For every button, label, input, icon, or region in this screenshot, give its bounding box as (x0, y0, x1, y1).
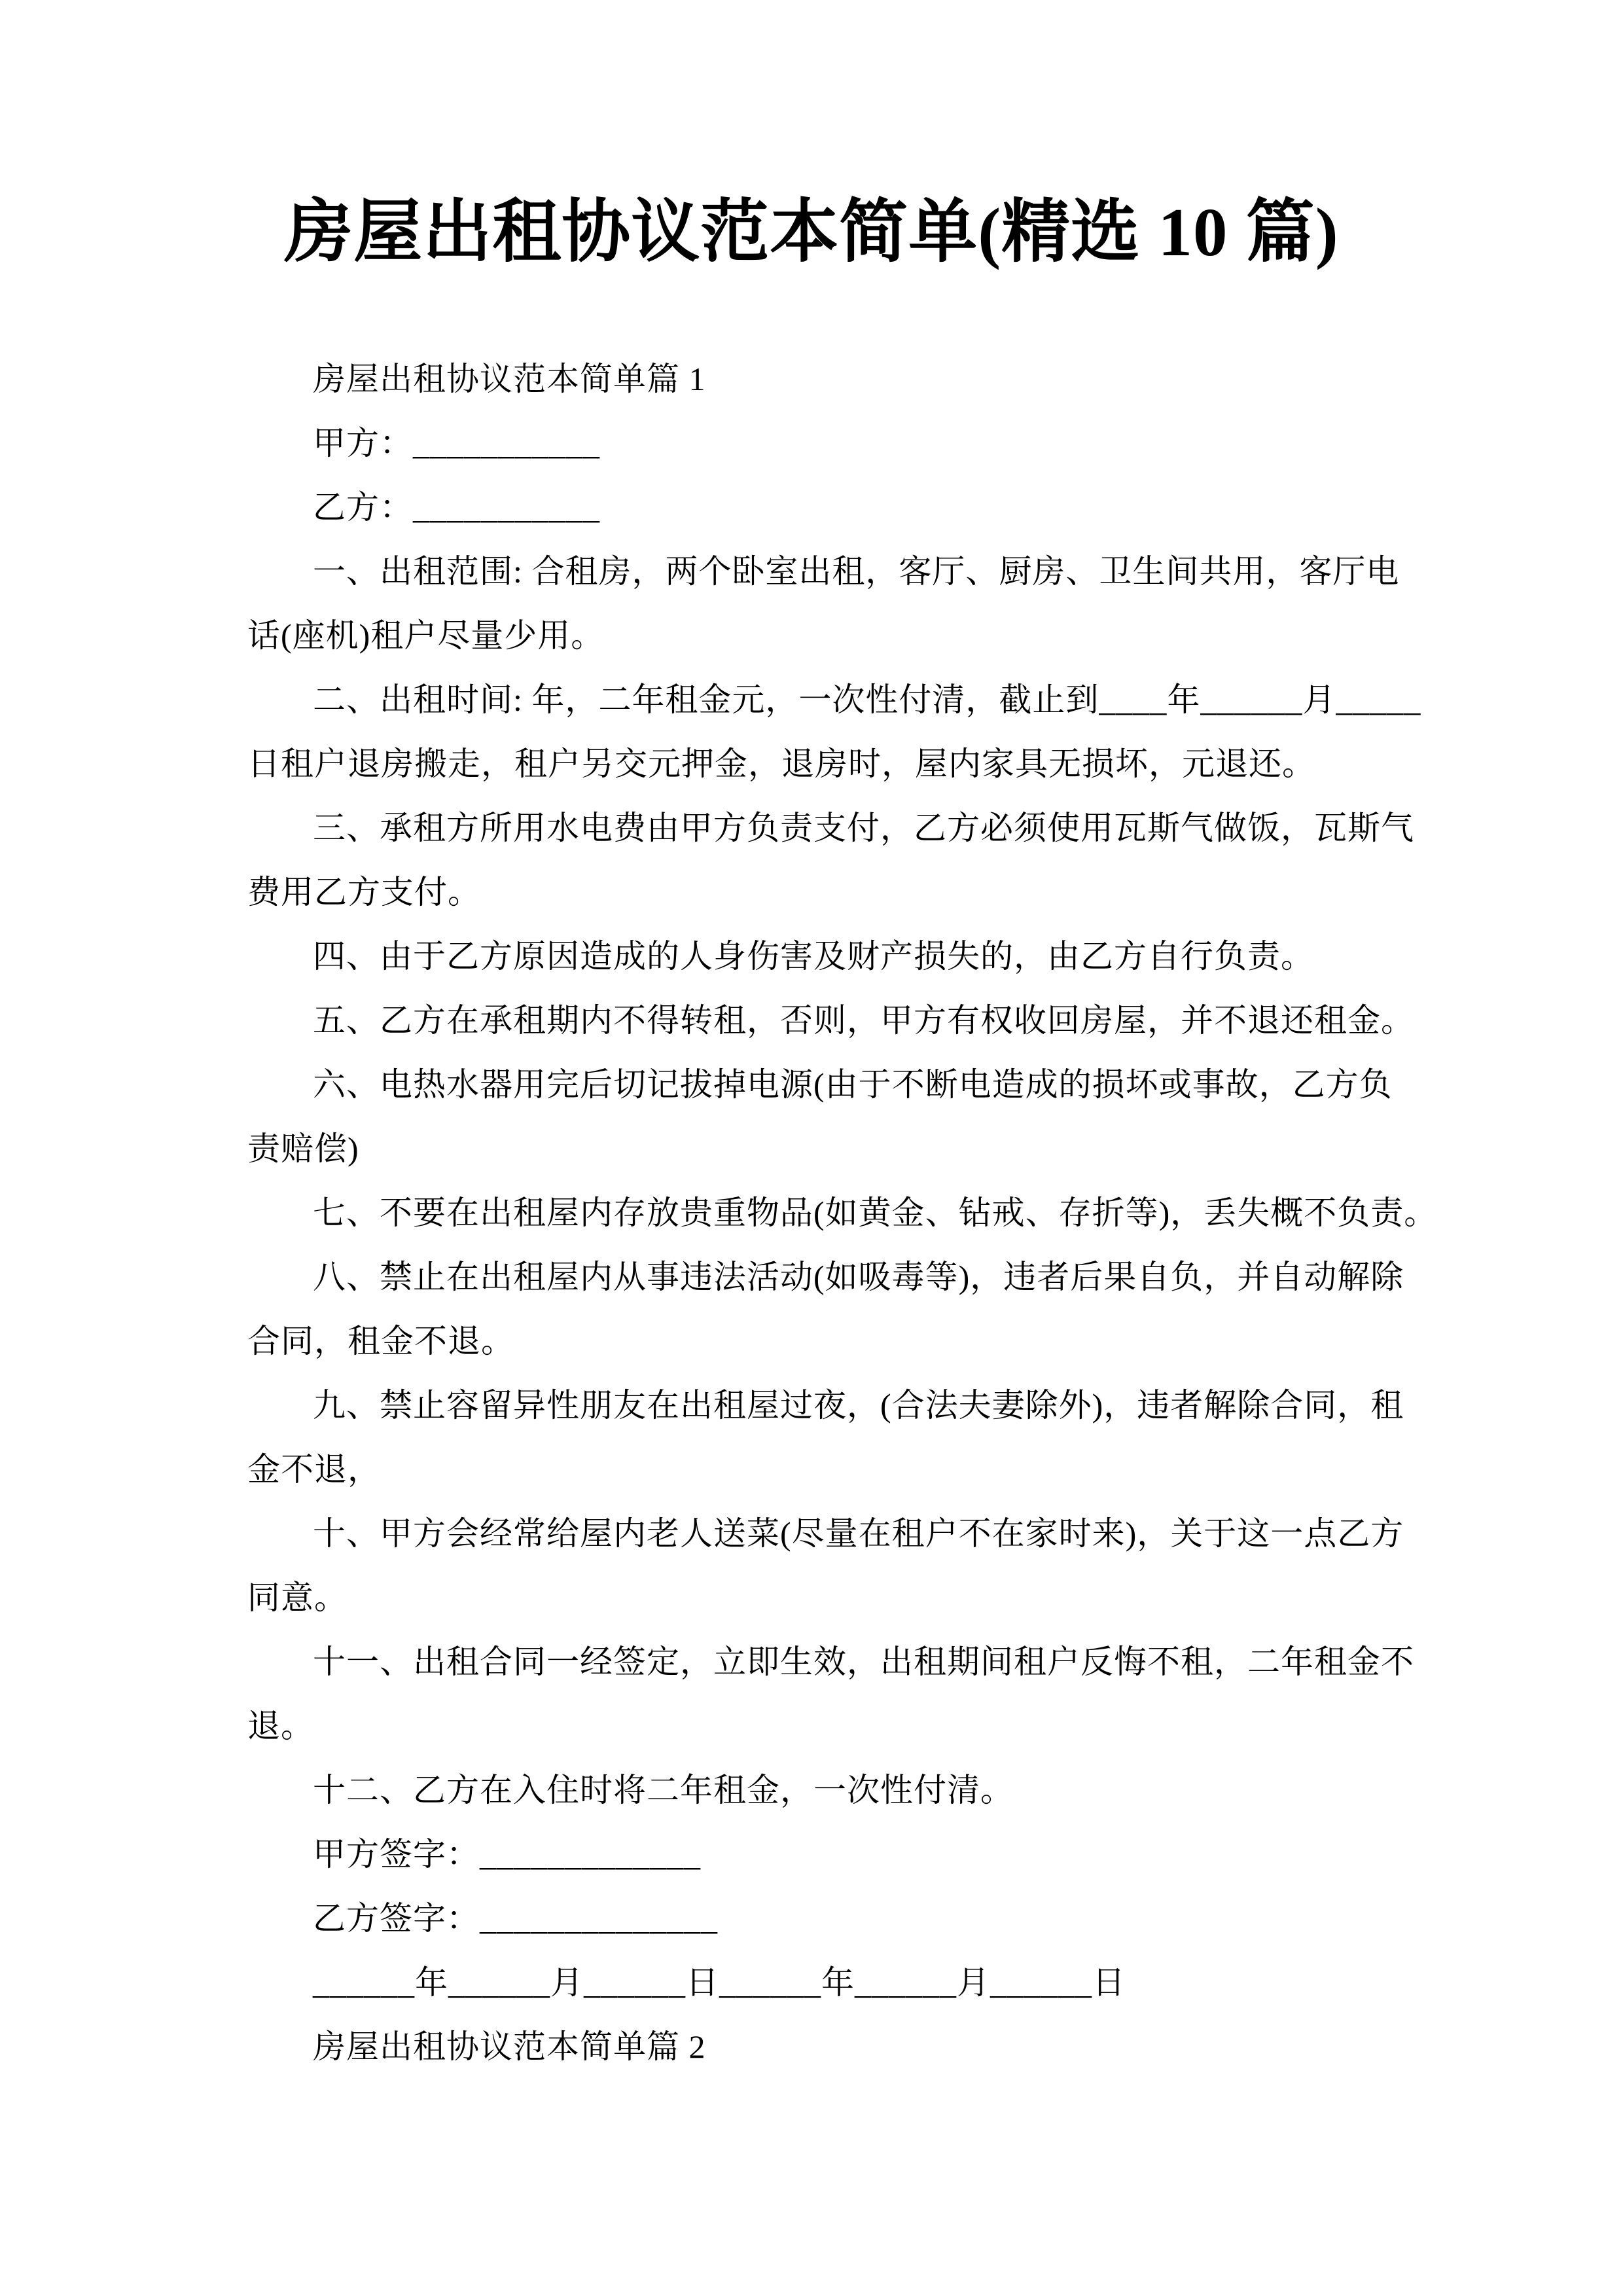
doc-line: 退。 (247, 1708, 314, 1744)
doc-line: 房屋出租协议范本简单篇 2 (313, 2028, 706, 2065)
doc-line: 甲方：___________ (313, 425, 600, 461)
doc-line: 金不退， (247, 1451, 381, 1488)
doc-line: 乙方：___________ (313, 489, 600, 526)
doc-line: 十一、出租合同一经签定，立即生效，出租期间租户反悔不租，二年租金不 (313, 1643, 1414, 1680)
doc-line: 话(座机)租户尽量少用。 (247, 617, 605, 654)
doc-line: 八、禁止在出租屋内从事违法活动(如吸毒等)，违者后果自负，并自动解除 (313, 1259, 1404, 1295)
doc-body (0, 347, 1623, 2079)
doc-line: 四、由于乙方原因造成的人身伤害及财产损失的，由乙方自行负责。 (313, 938, 1314, 975)
doc-line: 日租户退房搬走，租户另交元押金，退房时，屋内家具无损坏，元退还。 (247, 745, 1315, 782)
doc-line: 同意。 (247, 1579, 348, 1616)
doc-line: ______年______月______日______年______月______日 (313, 1964, 1126, 2001)
doc-line: 房屋出租协议范本简单篇 1 (313, 361, 706, 397)
doc-line: 一、出租范围: 合租房，两个卧室出租，客厅、厨房、卫生间共用，客厅电 (313, 553, 1400, 590)
doc-line: 三、承租方所用水电费由甲方负责支付，乙方必须使用瓦斯气做饭，瓦斯气 (313, 810, 1414, 846)
doc-line: 七、不要在出租屋内存放贵重物品(如黄金、钻戒、存折等)，丢失概不负责。 (313, 1194, 1438, 1231)
doc-line: 十、甲方会经常给屋内老人送菜(尽量在租户不在家时来)，关于这一点乙方 (313, 1515, 1404, 1552)
doc-line: 五、乙方在承租期内不得转租，否则，甲方有权收回房屋，并不退还租金。 (313, 1002, 1414, 1039)
doc-line: 责赔偿) (247, 1130, 359, 1167)
doc-line: 甲方签字：_____________ (313, 1836, 701, 1873)
doc-line: 费用乙方支付。 (247, 874, 481, 910)
doc-line: 合同，租金不退。 (247, 1323, 514, 1359)
doc-line: 乙方签字：______________ (313, 1900, 718, 1937)
page-title: 房屋出租协议范本简单(精选 10 篇) (284, 194, 1339, 270)
doc-line: 二、出租时间: 年，二年租金元，一次性付清，截止到____年______月_____ (313, 681, 1421, 718)
doc-line: 九、禁止容留异性朋友在出租屋过夜，(合法夫妻除外)，违者解除合同，租 (313, 1387, 1404, 1424)
doc-line: 十二、乙方在入住时将二年租金，一次性付清。 (313, 1772, 1014, 1808)
doc-line: 六、电热水器用完后切记拔掉电源(由于不断电造成的损坏或事故，乙方负 (313, 1066, 1393, 1103)
